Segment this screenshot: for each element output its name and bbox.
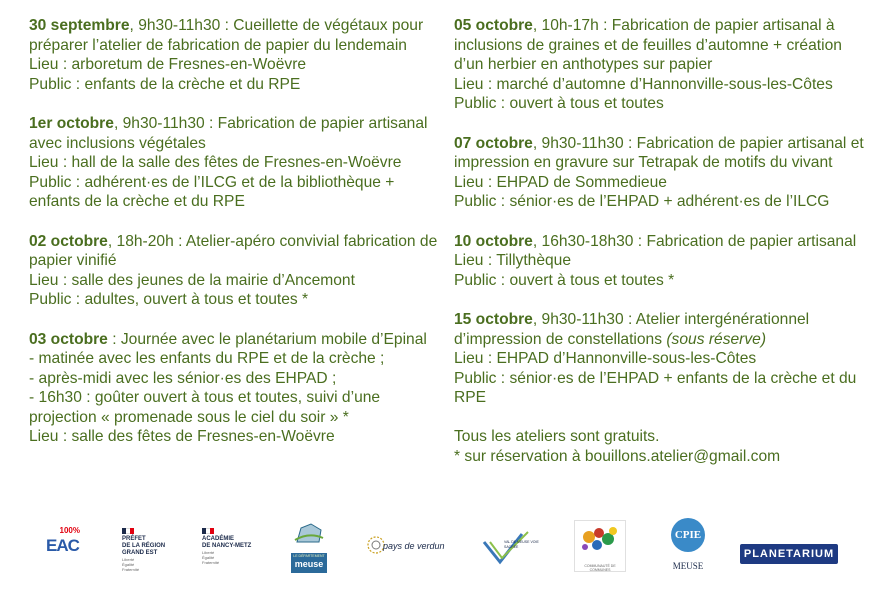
event-lieu: Lieu : hall de la salle des fêtes de Fresnes-en-Woëvre (29, 154, 402, 172)
communaute-caption: COMMUNAUTÉ DE COMMUNES (584, 564, 616, 572)
event-item: - après-midi avec les sénior·es des EHPAD ; (29, 369, 337, 387)
pays-verdun-label: pays de verdun (383, 541, 445, 551)
eac-logo (46, 526, 82, 566)
event-title: : Journée avec le planétarium mobile d’Epinal (107, 330, 427, 348)
event-05-octobre (454, 16, 874, 114)
academie-line-2: DE NANCY-METZ (202, 543, 252, 549)
motto-2: Égalité (122, 562, 135, 567)
meuse-small-label: LE DÉPARTEMENT (293, 554, 325, 558)
event-public: Public : sénior·es de l’EHPAD + enfants de la crèche et du RPE (454, 369, 857, 407)
communaute-logo (574, 520, 626, 572)
event-title: , 9h30-11h30 : Atelier intergénérationnel d’impression de constellations (454, 310, 810, 348)
marianne-flag-icon (122, 528, 134, 534)
prefet-line-3: GRAND EST (122, 550, 158, 556)
event-title: , 9h30-11h30 : Fabrication de papier artisanal avec inclusions végétales (29, 114, 428, 152)
event-date: 05 octobre (454, 17, 533, 34)
meuse-label: meuse (294, 559, 324, 569)
academie-line-1: ACADÉMIE (202, 536, 235, 542)
event-date: 10 octobre (454, 232, 533, 250)
event-item: - 16h30 : goûter ouvert à tous et toutes, suivi d’une projection « promenade sous le ciel du soir » * (29, 389, 381, 426)
event-10-octobre (454, 232, 874, 291)
event-1er-octobre (29, 114, 444, 212)
event-description (29, 330, 444, 350)
event-title: , 18h-20h : Atelier-apéro convivial fabrication de papier vinifié (29, 232, 438, 270)
partner-logos (0, 516, 886, 586)
cpie-circle (671, 518, 705, 552)
academie-logo (202, 528, 264, 568)
event-02-octobre (29, 232, 444, 310)
motto-1: Liberté (202, 550, 215, 555)
motto-1: Liberté (122, 557, 135, 562)
event-public: Public : adhérent·es de l’ILCG et de la bibliothèque + enfants de la crèche et du RPE (29, 173, 395, 211)
event-30-septembre (29, 16, 444, 94)
cpie-label: CPIE (674, 529, 702, 541)
event-date: 15 octobre (454, 310, 533, 328)
event-public: Public : sénior·es de l’EHPAD + adhérent·es de l’ILCG (454, 193, 830, 211)
eac-letters: EAC (46, 536, 79, 555)
meuse-departement-logo (291, 522, 327, 572)
event-lieu: Lieu : salle des jeunes de la mairie d’Ancemont (29, 271, 355, 289)
right-column (454, 16, 874, 467)
event-note: (sous réserve) (666, 330, 767, 348)
eac-top-label: 100% (59, 526, 80, 535)
event-15-octobre (454, 310, 874, 408)
event-description (29, 114, 444, 153)
prefet-logo (122, 528, 178, 572)
event-description (454, 16, 874, 75)
event-title: , 9h30-11h30 : Cueillette de végétaux pour préparer l’atelier de fabrication de papier du lendemain (29, 17, 424, 54)
event-title: , 10h-17h : Fabrication de papier artisanal à inclusions de graines et de feuilles d’automne + création d’un herbier en anthotypes sur papier (454, 17, 842, 74)
event-description (454, 134, 874, 173)
event-public: Public : adultes, ouvert à tous et toutes * (29, 291, 309, 309)
event-description (454, 232, 874, 252)
prefet-line-2: DE LA RÉGION (122, 543, 166, 549)
footer-note (454, 427, 874, 466)
event-title: , 9h30-11h30 : Fabrication de papier artisanal et impression en gravure sur Tetrapak de motifs du vivant (454, 134, 864, 172)
event-public: Public : ouvert à tous et toutes (454, 95, 664, 113)
event-item: - matinée avec les enfants du RPE et de la crèche ; (29, 350, 385, 368)
reservation-notice: * sur réservation à bouillons.atelier@gmail.com (454, 448, 781, 466)
meuse-badge (291, 553, 327, 573)
marianne-flag-icon (202, 528, 214, 534)
event-description (29, 232, 444, 271)
event-lieu: Lieu : Tillythèque (454, 252, 572, 270)
event-description (29, 16, 444, 55)
event-description (454, 310, 874, 349)
codecom-logo (482, 528, 540, 568)
event-lieu: Lieu : salle des fêtes de Fresnes-en-Woëvre (29, 428, 335, 446)
cpie-logo (666, 518, 710, 576)
event-lieu: Lieu : EHPAD d’Hannonville-sous-les-Côtes (454, 350, 757, 368)
pays-verdun-logo (365, 533, 447, 561)
event-title: , 16h30-18h30 : Fabrication de papier artisanal (532, 232, 857, 250)
event-lieu: Lieu : EHPAD de Sommedieue (454, 173, 667, 191)
event-date: 1er octobre (29, 114, 114, 132)
event-date: 03 octobre (29, 330, 108, 348)
planetarium-logo (740, 544, 838, 564)
event-lieu: Lieu : marché d’automne d’Hannonville-sous-les-Côtes (454, 75, 833, 93)
event-date: 30 septembre (29, 17, 130, 34)
left-column (29, 16, 444, 467)
event-lieu: Lieu : arboretum de Fresnes-en-Woëvre (29, 56, 307, 74)
codecom-label: VAL DE MEUSE VOIE SACRÉE (504, 540, 539, 549)
event-07-octobre (454, 134, 874, 212)
prefet-line-1: PRÉFET (122, 536, 146, 542)
event-date: 07 octobre (454, 134, 533, 152)
planetarium-label: PLANETARIUM (743, 548, 835, 560)
event-date: 02 octobre (29, 232, 108, 250)
event-public: Public : ouvert à tous et toutes * (454, 271, 675, 289)
motto-2: Égalité (202, 555, 215, 560)
motto-3: Fraternité (122, 567, 140, 572)
meuse-map-icon (291, 522, 327, 548)
free-notice: Tous les ateliers sont gratuits. (454, 428, 660, 446)
event-public: Public : enfants de la crèche et du RPE (29, 75, 301, 93)
cpie-caption: MEUSE (672, 561, 704, 571)
event-03-octobre (29, 330, 444, 448)
motto-3: Fraternité (202, 560, 220, 565)
leaf-mosaic-icon (575, 521, 625, 559)
